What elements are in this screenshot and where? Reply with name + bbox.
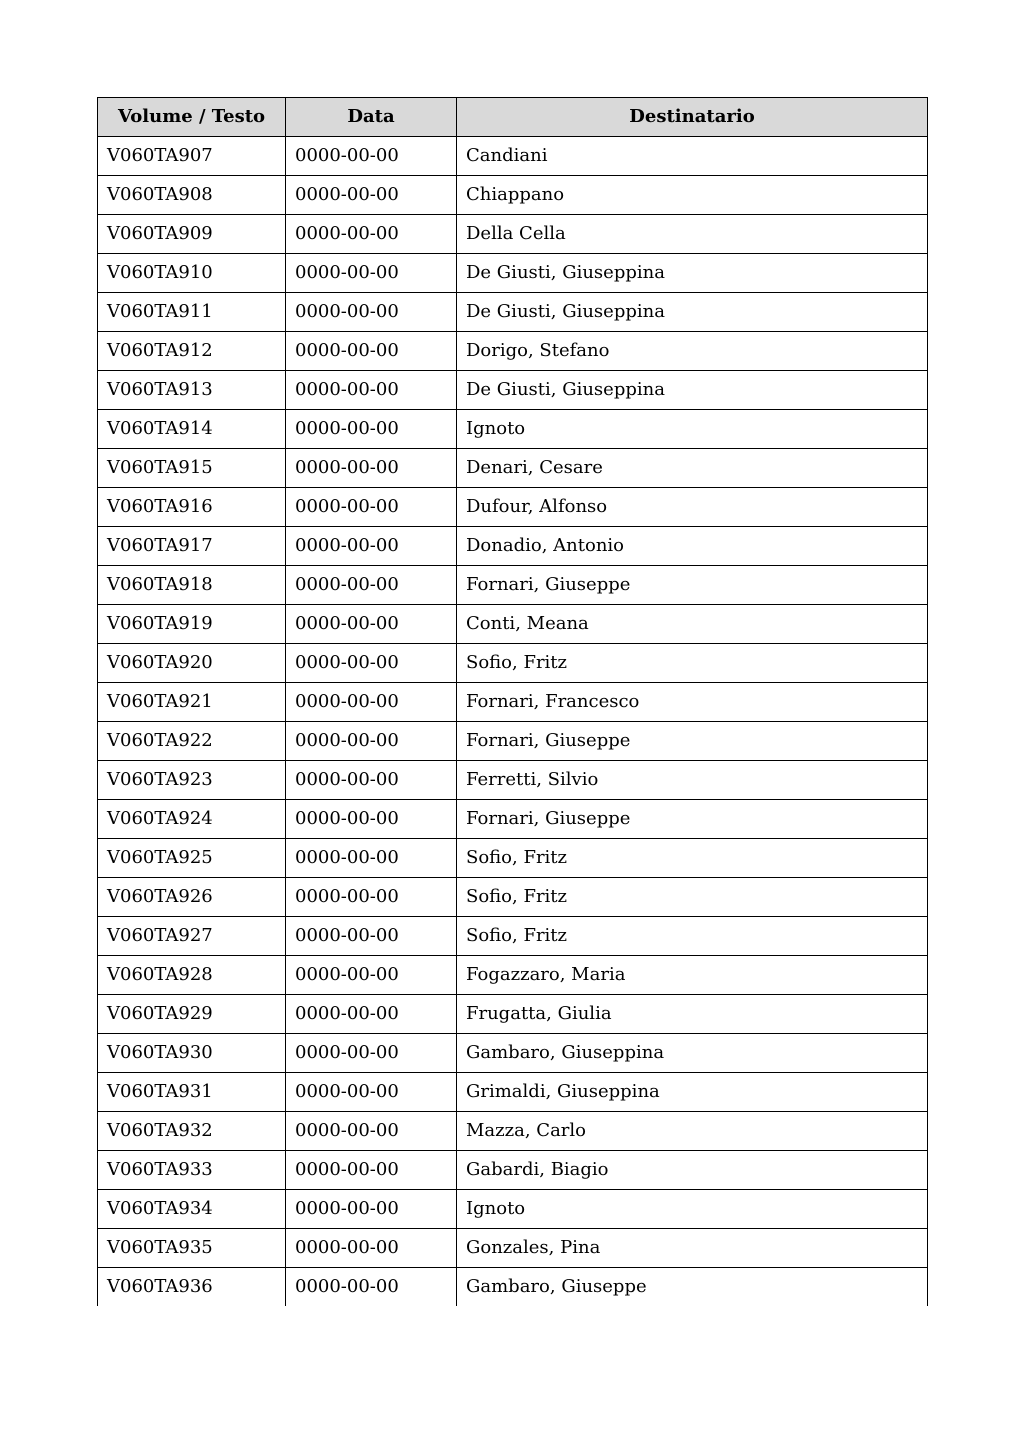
table-row [98,254,928,293]
table-row [98,1268,928,1307]
cell-volume-testo: V060TA934 [98,1190,286,1229]
cell-data: 0000-00-00 [286,215,457,254]
cell-data: 0000-00-00 [286,176,457,215]
table-row [98,332,928,371]
cell-volume-testo: V060TA916 [98,488,286,527]
cell-destinatario: Ignoto [457,1190,928,1229]
cell-volume-testo: V060TA935 [98,1229,286,1268]
cell-volume-testo: V060TA926 [98,878,286,917]
cell-data: 0000-00-00 [286,1112,457,1151]
table-row [98,761,928,800]
table-row [98,878,928,917]
cell-destinatario: Sofio, Fritz [457,644,928,683]
table-row [98,1034,928,1073]
cell-volume-testo: V060TA924 [98,800,286,839]
letters-table [97,97,928,1306]
table-row [98,371,928,410]
cell-volume-testo: V060TA908 [98,176,286,215]
cell-volume-testo: V060TA921 [98,683,286,722]
table-header-row [98,98,928,137]
cell-data: 0000-00-00 [286,254,457,293]
cell-volume-testo: V060TA915 [98,449,286,488]
cell-data: 0000-00-00 [286,605,457,644]
cell-data: 0000-00-00 [286,722,457,761]
cell-data: 0000-00-00 [286,1073,457,1112]
cell-data: 0000-00-00 [286,371,457,410]
column-header-destinatario: Destinatario [457,98,928,137]
cell-volume-testo: V060TA931 [98,1073,286,1112]
cell-volume-testo: V060TA917 [98,527,286,566]
table-row [98,410,928,449]
table-row [98,1151,928,1190]
cell-destinatario: Fornari, Francesco [457,683,928,722]
table-row [98,215,928,254]
table-row [98,1073,928,1112]
cell-data: 0000-00-00 [286,1268,457,1307]
cell-destinatario: Gambaro, Giuseppe [457,1268,928,1307]
cell-destinatario: Ignoto [457,410,928,449]
cell-volume-testo: V060TA912 [98,332,286,371]
cell-data: 0000-00-00 [286,1151,457,1190]
cell-destinatario: Fornari, Giuseppe [457,722,928,761]
cell-destinatario: Sofio, Fritz [457,839,928,878]
cell-volume-testo: V060TA929 [98,995,286,1034]
cell-volume-testo: V060TA930 [98,1034,286,1073]
cell-data: 0000-00-00 [286,449,457,488]
table-row [98,566,928,605]
cell-destinatario: Chiappano [457,176,928,215]
cell-destinatario: Candiani [457,137,928,176]
cell-data: 0000-00-00 [286,1229,457,1268]
table-row [98,137,928,176]
cell-destinatario: Denari, Cesare [457,449,928,488]
cell-volume-testo: V060TA910 [98,254,286,293]
cell-destinatario: De Giusti, Giuseppina [457,293,928,332]
cell-destinatario: Gabardi, Biagio [457,1151,928,1190]
cell-data: 0000-00-00 [286,527,457,566]
column-header-data: Data [286,98,457,137]
table-row [98,449,928,488]
table-row [98,1190,928,1229]
cell-volume-testo: V060TA922 [98,722,286,761]
cell-data: 0000-00-00 [286,839,457,878]
cell-destinatario: Frugatta, Giulia [457,995,928,1034]
cell-volume-testo: V060TA909 [98,215,286,254]
cell-destinatario: Mazza, Carlo [457,1112,928,1151]
cell-data: 0000-00-00 [286,800,457,839]
cell-volume-testo: V060TA928 [98,956,286,995]
cell-data: 0000-00-00 [286,917,457,956]
cell-data: 0000-00-00 [286,644,457,683]
table-row [98,488,928,527]
cell-volume-testo: V060TA933 [98,1151,286,1190]
cell-volume-testo: V060TA925 [98,839,286,878]
cell-data: 0000-00-00 [286,683,457,722]
cell-destinatario: Fornari, Giuseppe [457,566,928,605]
cell-destinatario: Dufour, Alfonso [457,488,928,527]
table-row [98,527,928,566]
table-row [98,293,928,332]
cell-destinatario: Fogazzaro, Maria [457,956,928,995]
cell-data: 0000-00-00 [286,410,457,449]
cell-destinatario: Ferretti, Silvio [457,761,928,800]
cell-data: 0000-00-00 [286,761,457,800]
cell-destinatario: Sofio, Fritz [457,878,928,917]
cell-destinatario: Dorigo, Stefano [457,332,928,371]
table-row [98,605,928,644]
cell-volume-testo: V060TA936 [98,1268,286,1307]
cell-volume-testo: V060TA911 [98,293,286,332]
table-row [98,683,928,722]
cell-data: 0000-00-00 [286,332,457,371]
cell-data: 0000-00-00 [286,488,457,527]
table-row [98,1112,928,1151]
cell-destinatario: De Giusti, Giuseppina [457,254,928,293]
cell-volume-testo: V060TA927 [98,917,286,956]
table-row [98,1229,928,1268]
cell-destinatario: Donadio, Antonio [457,527,928,566]
cell-destinatario: Della Cella [457,215,928,254]
table-row [98,995,928,1034]
cell-volume-testo: V060TA919 [98,605,286,644]
cell-data: 0000-00-00 [286,995,457,1034]
table-row [98,956,928,995]
cell-volume-testo: V060TA920 [98,644,286,683]
table-row [98,800,928,839]
table-body [98,137,928,1307]
table-row [98,839,928,878]
cell-volume-testo: V060TA914 [98,410,286,449]
table-row [98,917,928,956]
cell-volume-testo: V060TA913 [98,371,286,410]
cell-destinatario: De Giusti, Giuseppina [457,371,928,410]
cell-volume-testo: V060TA907 [98,137,286,176]
cell-data: 0000-00-00 [286,1190,457,1229]
cell-volume-testo: V060TA923 [98,761,286,800]
cell-data: 0000-00-00 [286,956,457,995]
table-row [98,722,928,761]
cell-destinatario: Conti, Meana [457,605,928,644]
column-header-volume-testo: Volume / Testo [98,98,286,137]
cell-volume-testo: V060TA932 [98,1112,286,1151]
cell-data: 0000-00-00 [286,566,457,605]
cell-data: 0000-00-00 [286,293,457,332]
cell-destinatario: Fornari, Giuseppe [457,800,928,839]
cell-destinatario: Gonzales, Pina [457,1229,928,1268]
cell-destinatario: Gambaro, Giuseppina [457,1034,928,1073]
table-row [98,644,928,683]
cell-data: 0000-00-00 [286,878,457,917]
cell-destinatario: Sofio, Fritz [457,917,928,956]
cell-data: 0000-00-00 [286,137,457,176]
cell-volume-testo: V060TA918 [98,566,286,605]
table-row [98,176,928,215]
cell-data: 0000-00-00 [286,1034,457,1073]
cell-destinatario: Grimaldi, Giuseppina [457,1073,928,1112]
